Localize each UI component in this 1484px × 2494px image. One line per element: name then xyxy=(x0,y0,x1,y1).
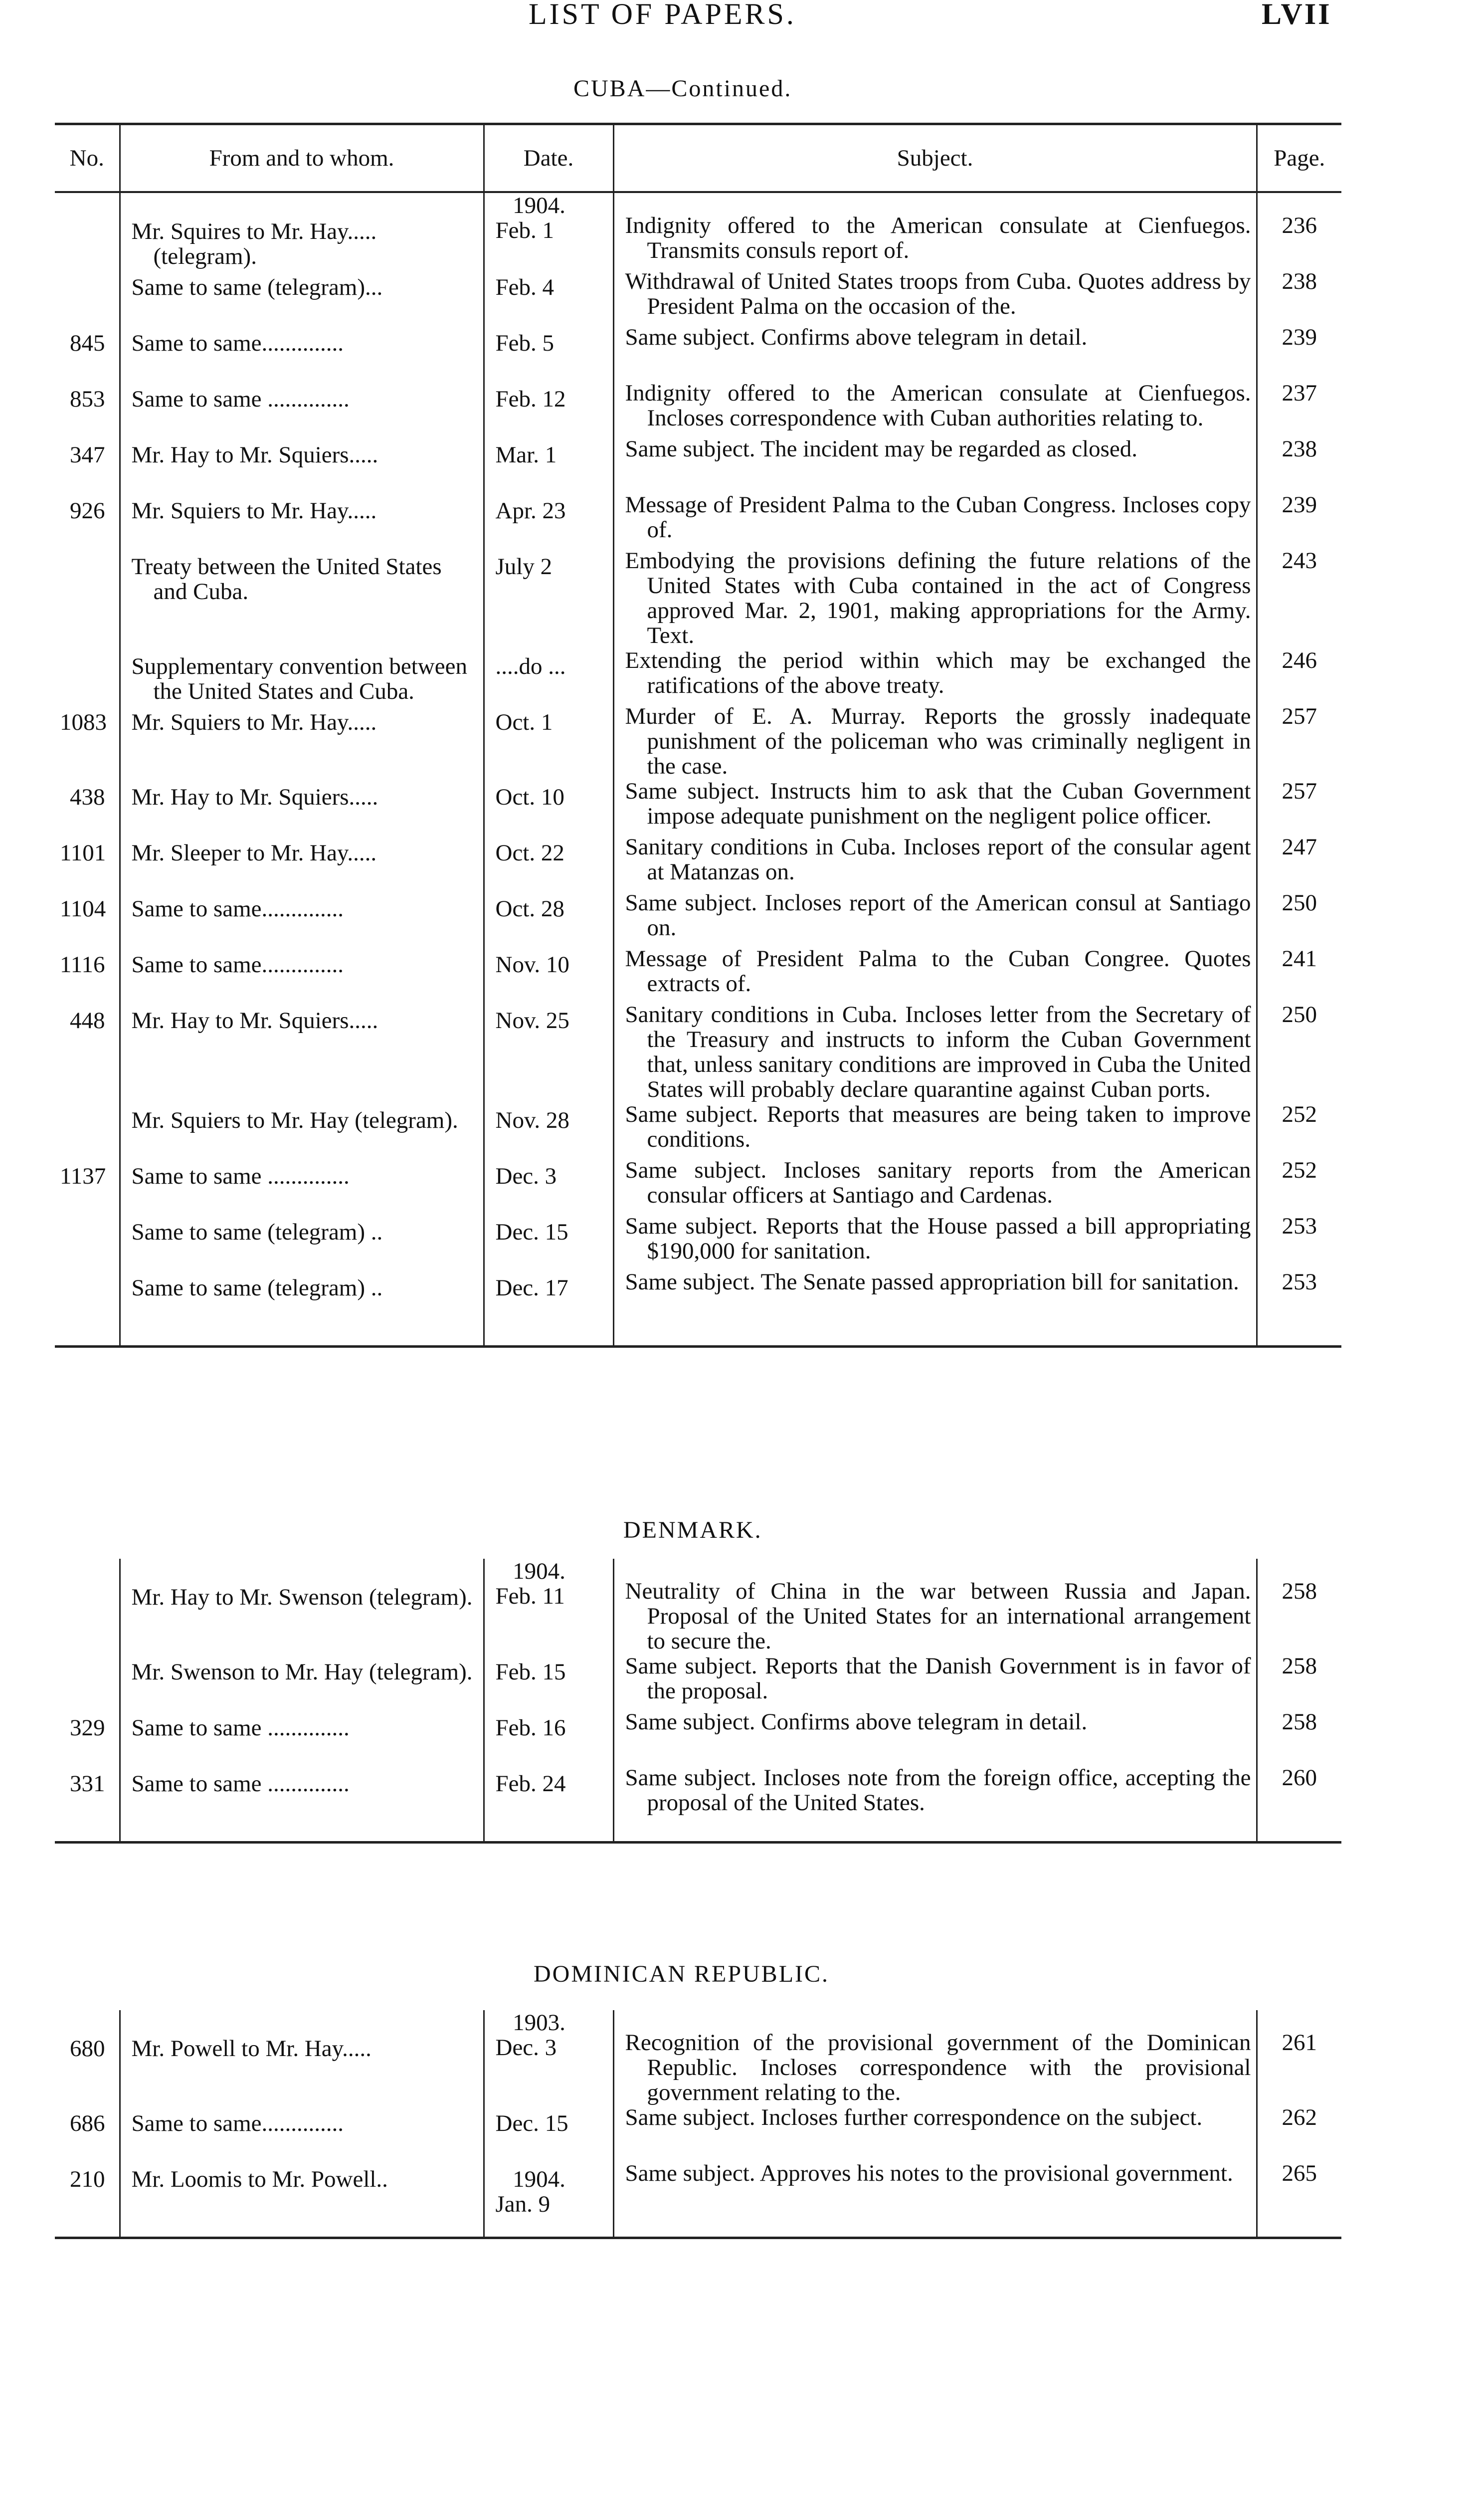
cell-from-to-whom xyxy=(120,436,484,492)
subject-text: Same subject. Confirms above telegram in detail. xyxy=(625,324,1088,350)
cell-from-to-whom xyxy=(120,1559,484,1654)
cell-no: 438 xyxy=(70,784,105,810)
cell-no: 680 xyxy=(70,2036,105,2062)
cell-date xyxy=(484,1654,613,1709)
subject-text: Same subject. Instructs him to ask that the Cuban Government impose adequate punishment on the negligent police officer. xyxy=(625,778,1251,829)
cell-subject xyxy=(613,1214,1257,1269)
date-month-day: Jan. 9 xyxy=(495,2191,551,2217)
cell-page: 247 xyxy=(1257,834,1341,890)
subject-text: Same subject. The Senate passed appropriation bill for sanitation. xyxy=(625,1269,1239,1295)
cell-no xyxy=(55,1269,120,1347)
date-month-day: ....do ... xyxy=(495,653,566,679)
subject-text: Same subject. Approves his notes to the provisional government. xyxy=(625,2160,1233,2186)
column-header-date: Date. xyxy=(484,124,613,193)
date-month-day: Feb. 16 xyxy=(495,1715,566,1741)
cell-subject xyxy=(613,946,1257,1002)
cell-subject xyxy=(613,2105,1257,2161)
cell-date xyxy=(484,2161,613,2238)
table-row xyxy=(55,779,1341,834)
from-to-whom-text: Mr. Squires to Mr. Hay..... (telegram). xyxy=(131,218,377,269)
table-row xyxy=(55,834,1341,890)
page-number: LVII xyxy=(1262,0,1332,30)
from-to-whom-text: Same to same.............. xyxy=(131,896,344,922)
subject-text: Murder of E. A. Murray. Reports the grossly inadequate punishment of the policeman who was criminally negligent in the case. xyxy=(625,703,1251,779)
cell-page: 239 xyxy=(1257,325,1341,381)
date-month-day: Feb. 24 xyxy=(495,1771,566,1797)
date-month-day: Oct. 1 xyxy=(495,709,553,735)
cell-subject xyxy=(613,1765,1257,1843)
date-month-day: Feb. 12 xyxy=(495,386,566,412)
cell-date xyxy=(484,648,613,704)
cell-subject xyxy=(613,890,1257,946)
cell-page: 250 xyxy=(1257,1002,1341,1102)
cell-date xyxy=(484,381,613,436)
table-row xyxy=(55,548,1341,648)
cell-page: 253 xyxy=(1257,1269,1341,1347)
table-row xyxy=(55,325,1341,381)
cell-date xyxy=(484,946,613,1002)
table-row xyxy=(55,1765,1341,1843)
cell-page: 241 xyxy=(1257,946,1341,1002)
subject-text: Same subject. Reports that the House passed a bill appropriating $190,000 for sanitation. xyxy=(625,1213,1251,1264)
date-month-day: Dec. 15 xyxy=(495,1219,568,1245)
cell-date xyxy=(484,779,613,834)
subject-text: Indignity offered to the American consulate at Cienfuegos. Transmits consuls report of. xyxy=(625,212,1251,263)
table-row xyxy=(55,946,1341,1002)
column-header-page: Page. xyxy=(1257,124,1341,193)
subject-text: Same subject. Reports that the Danish Government is in favor of the proposal. xyxy=(625,1653,1251,1704)
date-year: 1904. xyxy=(513,2166,565,2192)
cell-subject xyxy=(613,1559,1257,1654)
subject-text: Same subject. Incloses report of the American consul at Santiago on. xyxy=(625,890,1251,941)
column-header-no: No. xyxy=(55,124,120,193)
cell-from-to-whom xyxy=(120,1102,484,1158)
cell-date xyxy=(484,436,613,492)
cell-no: 926 xyxy=(70,498,105,524)
subject-text: Same subject. Incloses sanitary reports from the American consular officers at Santiago and Cardenas. xyxy=(625,1157,1251,1208)
cell-page: 238 xyxy=(1257,269,1341,325)
cell-date xyxy=(484,548,613,648)
cell-date xyxy=(484,269,613,325)
cell-no: 448 xyxy=(70,1008,105,1034)
table-row xyxy=(55,2010,1341,2105)
cell-from-to-whom xyxy=(120,1269,484,1347)
subject-text: Withdrawal of United States troops from Cuba. Quotes address by President Palma on the occasion of the. xyxy=(625,268,1251,319)
page-title: LIST OF PAPERS. xyxy=(529,0,796,30)
cell-from-to-whom xyxy=(120,1765,484,1843)
cell-from-to-whom xyxy=(120,548,484,648)
cell-no: 853 xyxy=(70,386,105,412)
cell-subject xyxy=(613,492,1257,548)
date-year: 1904. xyxy=(513,193,565,218)
table-row xyxy=(55,890,1341,946)
from-to-whom-text: Mr. Hay to Mr. Squiers..... xyxy=(131,784,378,810)
date-month-day: Feb. 4 xyxy=(495,274,554,300)
cell-from-to-whom xyxy=(120,492,484,548)
subject-text: Message of President Palma to the Cuban Congree. Quotes extracts of. xyxy=(625,946,1251,997)
cell-page: 239 xyxy=(1257,492,1341,548)
table-row xyxy=(55,1559,1341,1654)
from-to-whom-text: Same to same .............. xyxy=(131,386,350,412)
table-row xyxy=(55,1002,1341,1102)
date-month-day: Feb. 11 xyxy=(495,1583,565,1609)
from-to-whom-text: Same to same .............. xyxy=(131,1163,350,1189)
date-month-day: Nov. 25 xyxy=(495,1008,569,1034)
papers-table-dominican-republic xyxy=(55,2010,1341,2239)
from-to-whom-text: Same to same.............. xyxy=(131,952,344,978)
cell-from-to-whom xyxy=(120,192,484,269)
cell-subject xyxy=(613,192,1257,269)
table-row xyxy=(55,648,1341,704)
subject-text: Embodying the provisions defining the future relations of the United States with Cuba contained in the act of Congress approved Mar. 2, 1901, making appropriations for the Army. Text. xyxy=(625,548,1251,648)
date-month-day: Dec. 15 xyxy=(495,2110,568,2136)
cell-date xyxy=(484,2010,613,2105)
table-row xyxy=(55,436,1341,492)
cell-from-to-whom xyxy=(120,269,484,325)
cell-no xyxy=(55,1559,120,1654)
cell-subject xyxy=(613,1102,1257,1158)
table-row xyxy=(55,381,1341,436)
subject-text: Message of President Palma to the Cuban Congress. Incloses copy of. xyxy=(625,492,1251,543)
cell-date xyxy=(484,1002,613,1102)
from-to-whom-text: Mr. Powell to Mr. Hay..... xyxy=(131,2036,371,2062)
from-to-whom-text: Mr. Hay to Mr. Squiers..... xyxy=(131,1008,378,1034)
from-to-whom-text: Mr. Hay to Mr. Swenson (telegram). xyxy=(131,1584,473,1610)
table-row xyxy=(55,1158,1341,1214)
table-row xyxy=(55,2105,1341,2161)
date-month-day: Dec. 3 xyxy=(495,2035,557,2061)
cell-from-to-whom xyxy=(120,1214,484,1269)
cell-page: 258 xyxy=(1257,1709,1341,1765)
cell-subject xyxy=(613,381,1257,436)
cell-date xyxy=(484,492,613,548)
cell-subject xyxy=(613,1709,1257,1765)
table-row xyxy=(55,492,1341,548)
subject-text: Same subject. Confirms above telegram in detail. xyxy=(625,1709,1088,1735)
cell-page: 253 xyxy=(1257,1214,1341,1269)
cell-from-to-whom xyxy=(120,834,484,890)
cell-page: 252 xyxy=(1257,1102,1341,1158)
date-month-day: Oct. 10 xyxy=(495,784,564,810)
from-to-whom-text: Same to same .............. xyxy=(131,1771,350,1797)
cell-page: 243 xyxy=(1257,548,1341,648)
cell-from-to-whom xyxy=(120,704,484,779)
section-title-denmark: DENMARK. xyxy=(623,1517,762,1543)
cell-no: 1137 xyxy=(60,1163,106,1189)
table-row xyxy=(55,1654,1341,1709)
cell-no: 210 xyxy=(55,2161,120,2238)
from-to-whom-text: Supplementary convention between the United States and Cuba. xyxy=(131,653,467,704)
date-month-day: Mar. 1 xyxy=(495,442,557,468)
subject-text: Indignity offered to the American consulate at Cienfuegos. Incloses correspondence with Cuban authorities relating to. xyxy=(625,380,1251,431)
from-to-whom-text: Mr. Sleeper to Mr. Hay..... xyxy=(131,840,377,866)
table-row xyxy=(55,704,1341,779)
cell-page: 258 xyxy=(1257,1654,1341,1709)
cell-page: 258 xyxy=(1257,1559,1341,1654)
cell-subject xyxy=(613,2161,1257,2238)
cell-subject xyxy=(613,648,1257,704)
cell-date xyxy=(484,1765,613,1843)
cell-page: 246 xyxy=(1257,648,1341,704)
cell-no xyxy=(55,1654,120,1709)
cell-page: 257 xyxy=(1257,779,1341,834)
cell-no xyxy=(55,192,120,269)
subject-text: Extending the period within which may be exchanged the ratifications of the above treaty. xyxy=(625,647,1251,698)
cell-page: 237 xyxy=(1257,381,1341,436)
table-body-dominican-republic xyxy=(55,2010,1341,2238)
cell-from-to-whom xyxy=(120,1002,484,1102)
cell-page: 250 xyxy=(1257,890,1341,946)
from-to-whom-text: Same to same.............. xyxy=(131,330,344,356)
date-month-day: Apr. 23 xyxy=(495,498,566,524)
cell-no xyxy=(55,269,120,325)
from-to-whom-text: Mr. Hay to Mr. Squiers..... xyxy=(131,442,378,468)
cell-date xyxy=(484,325,613,381)
cell-no: 686 xyxy=(70,2110,105,2136)
from-to-whom-text: Same to same (telegram) .. xyxy=(131,1219,383,1245)
from-to-whom-text: Mr. Squiers to Mr. Hay (telegram). xyxy=(131,1107,458,1133)
subject-text: Same subject. Incloses note from the foreign office, accepting the proposal of the United States. xyxy=(625,1765,1251,1816)
table-row xyxy=(55,1214,1341,1269)
cell-no: 347 xyxy=(70,442,105,468)
cell-no xyxy=(55,1102,120,1158)
subject-text: Same subject. The incident may be regarded as closed. xyxy=(625,436,1138,462)
column-header-subject: Subject. xyxy=(613,124,1257,193)
from-to-whom-text: Mr. Squiers to Mr. Hay..... xyxy=(131,709,377,735)
cell-date xyxy=(484,2105,613,2161)
table-row xyxy=(55,1269,1341,1347)
table-row xyxy=(55,1709,1341,1765)
from-to-whom-text: Same to same (telegram) .. xyxy=(131,1275,383,1301)
cell-from-to-whom xyxy=(120,648,484,704)
cell-date xyxy=(484,1214,613,1269)
cell-page: 236 xyxy=(1257,192,1341,269)
cell-subject xyxy=(613,548,1257,648)
subject-text: Same subject. Incloses further correspondence on the subject. xyxy=(625,2104,1203,2130)
cell-page: 238 xyxy=(1257,436,1341,492)
date-month-day: Feb. 15 xyxy=(495,1659,566,1685)
cell-from-to-whom xyxy=(120,890,484,946)
cell-subject xyxy=(613,1269,1257,1347)
date-month-day: Feb. 1 xyxy=(495,217,554,243)
cell-no: 1104 xyxy=(60,896,106,922)
column-header-from: From and to whom. xyxy=(120,124,484,193)
cell-no xyxy=(55,648,120,704)
cell-no: 331 xyxy=(55,1765,120,1843)
table-header-row xyxy=(55,124,1341,193)
date-month-day: Oct. 22 xyxy=(495,840,564,866)
cell-date xyxy=(484,1269,613,1347)
cell-date xyxy=(484,1559,613,1654)
cell-page: 252 xyxy=(1257,1158,1341,1214)
from-to-whom-text: Mr. Swenson to Mr. Hay (telegram). xyxy=(131,1659,473,1685)
subject-text: Recognition of the provisional government of the Dominican Republic. Incloses correspondence with the provisional government relating to the. xyxy=(625,2030,1251,2105)
cell-date xyxy=(484,1158,613,1214)
cell-no: 329 xyxy=(70,1715,105,1741)
table-row xyxy=(55,2161,1341,2238)
date-month-day: Nov. 28 xyxy=(495,1107,569,1133)
cell-subject xyxy=(613,436,1257,492)
cell-page: 260 xyxy=(1257,1765,1341,1843)
subject-text: Neutrality of China in the war between Russia and Japan. Proposal of the United States for an international arrangement to secure the. xyxy=(625,1578,1251,1654)
section-title-cuba: CUBA—Continued. xyxy=(573,75,792,102)
cell-subject xyxy=(613,325,1257,381)
cell-date xyxy=(484,704,613,779)
from-to-whom-text: Same to same .............. xyxy=(131,1715,350,1741)
cell-date xyxy=(484,1709,613,1765)
table-row xyxy=(55,1102,1341,1158)
date-month-day: Dec. 17 xyxy=(495,1275,568,1301)
cell-from-to-whom xyxy=(120,325,484,381)
table-body-cuba xyxy=(55,192,1341,1347)
from-to-whom-text: Same to same (telegram)... xyxy=(131,274,383,300)
subject-text: Sanitary conditions in Cuba. Incloses letter from the Secretary of the Treasury and instructs to inform the Cuban Government that, unless sanitary conditions are improved in Cuba the United States will probably declare quarantine against Cuban ports. xyxy=(625,1002,1251,1102)
papers-table-denmark xyxy=(55,1559,1341,1844)
cell-no: 845 xyxy=(70,330,105,356)
cell-from-to-whom xyxy=(120,779,484,834)
date-month-day: Nov. 10 xyxy=(495,952,569,978)
papers-table-cuba xyxy=(55,123,1341,1348)
cell-subject xyxy=(613,779,1257,834)
cell-from-to-whom xyxy=(120,2010,484,2105)
from-to-whom-text: Treaty between the United States and Cuba. xyxy=(131,554,442,605)
date-year: 1903. xyxy=(513,2010,565,2036)
from-to-whom-text: Mr. Loomis to Mr. Powell.. xyxy=(131,2166,388,2192)
table-body-denmark xyxy=(55,1559,1341,1843)
cell-subject xyxy=(613,269,1257,325)
table-row xyxy=(55,269,1341,325)
from-to-whom-text: Same to same.............. xyxy=(131,2110,344,2136)
cell-from-to-whom xyxy=(120,1654,484,1709)
date-month-day: Feb. 5 xyxy=(495,330,554,356)
cell-date xyxy=(484,1102,613,1158)
date-month-day: Oct. 28 xyxy=(495,896,564,922)
cell-from-to-whom xyxy=(120,946,484,1002)
cell-no xyxy=(55,548,120,648)
cell-date xyxy=(484,834,613,890)
cell-page: 265 xyxy=(1257,2161,1341,2238)
subject-text: Sanitary conditions in Cuba. Incloses report of the consular agent at Matanzas on. xyxy=(625,834,1251,885)
date-year: 1904. xyxy=(513,1558,565,1584)
table-row xyxy=(55,192,1341,269)
cell-subject xyxy=(613,1158,1257,1214)
cell-no: 1101 xyxy=(60,840,106,866)
page-header xyxy=(0,0,1484,40)
date-month-day: Dec. 3 xyxy=(495,1163,557,1189)
cell-page: 261 xyxy=(1257,2010,1341,2105)
subject-text: Same subject. Reports that measures are being taken to improve conditions. xyxy=(625,1101,1251,1152)
cell-date xyxy=(484,890,613,946)
cell-from-to-whom xyxy=(120,381,484,436)
section-title-dominican-republic: DOMINICAN REPUBLIC. xyxy=(534,1961,830,1987)
cell-subject xyxy=(613,1002,1257,1102)
cell-subject xyxy=(613,834,1257,890)
cell-no: 1083 xyxy=(60,709,107,735)
cell-subject xyxy=(613,704,1257,779)
date-month-day: July 2 xyxy=(495,554,553,580)
cell-from-to-whom xyxy=(120,1158,484,1214)
cell-page: 262 xyxy=(1257,2105,1341,2161)
cell-subject xyxy=(613,2010,1257,2105)
cell-page: 257 xyxy=(1257,704,1341,779)
cell-subject xyxy=(613,1654,1257,1709)
cell-date xyxy=(484,192,613,269)
cell-no: 1116 xyxy=(60,952,105,978)
cell-no xyxy=(55,1214,120,1269)
cell-from-to-whom xyxy=(120,2161,484,2238)
from-to-whom-text: Mr. Squiers to Mr. Hay..... xyxy=(131,498,377,524)
cell-from-to-whom xyxy=(120,1709,484,1765)
cell-from-to-whom xyxy=(120,2105,484,2161)
